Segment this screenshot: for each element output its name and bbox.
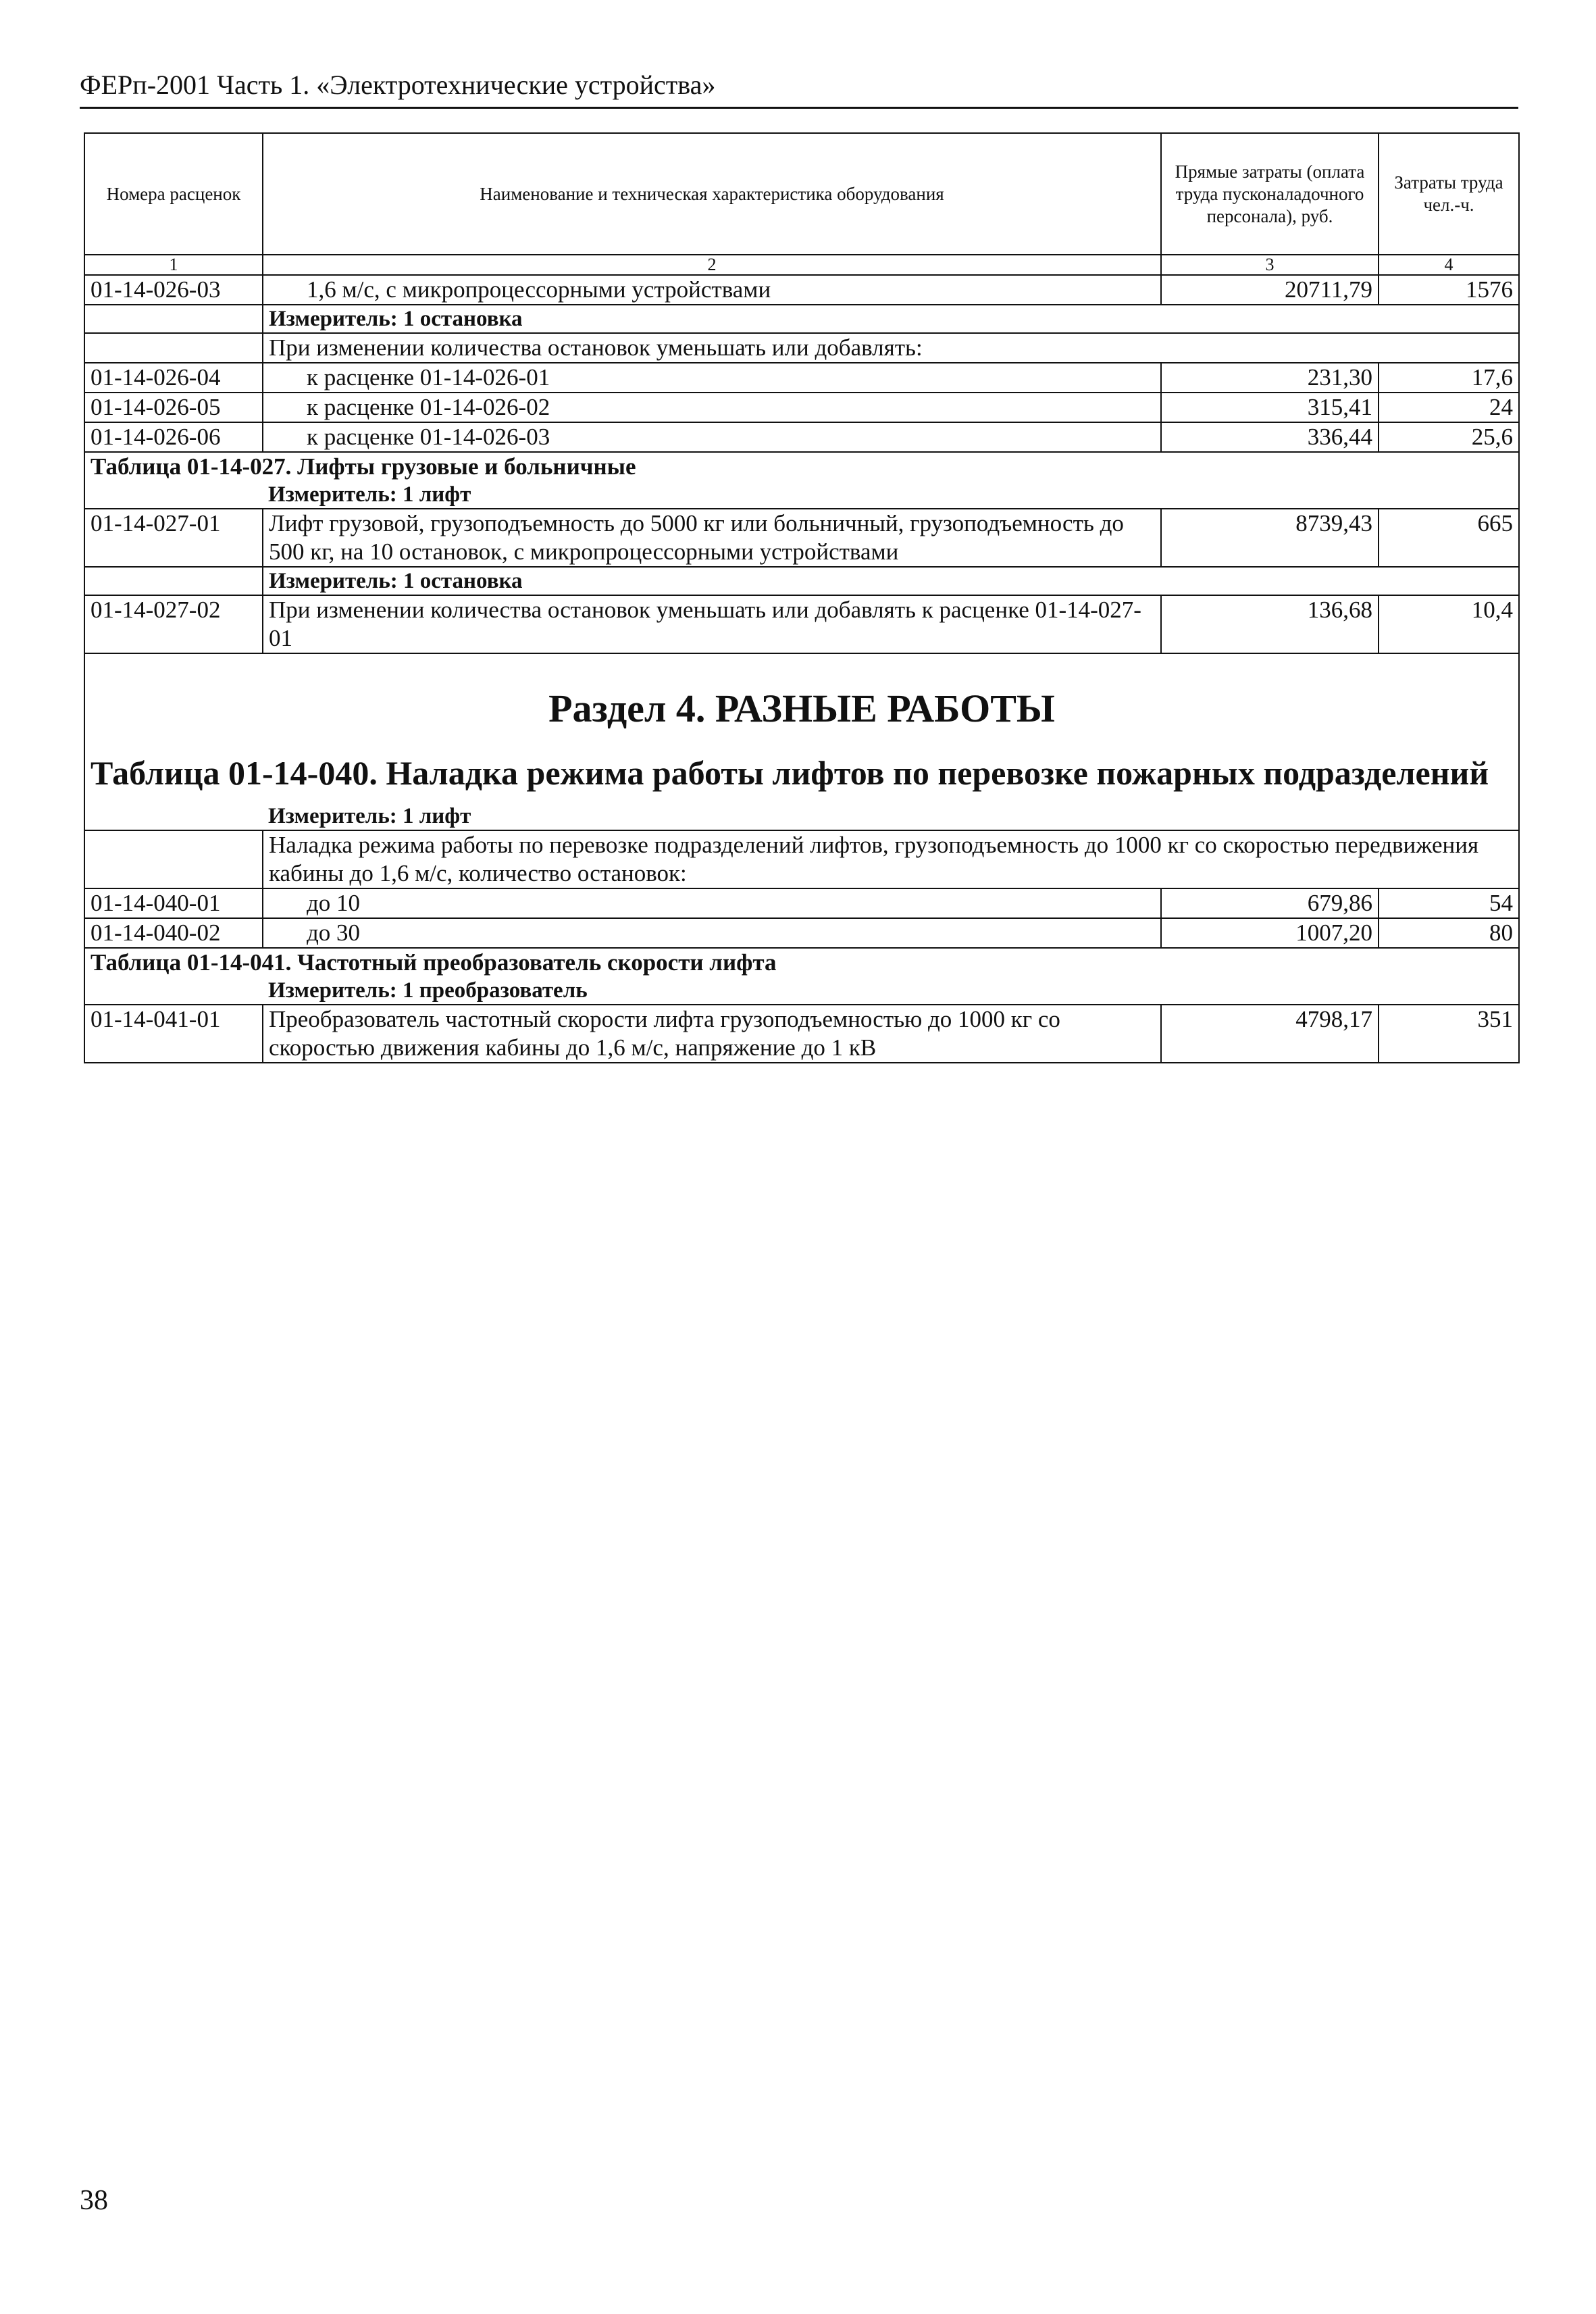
rate-cost: 4798,17 <box>1161 1005 1379 1063</box>
rate-name: к расценке 01-14-026-02 <box>263 393 1161 422</box>
rate-code: 01-14-041-01 <box>84 1005 263 1063</box>
rate-labor: 24 <box>1379 393 1519 422</box>
table-title-row <box>84 452 1519 481</box>
column-number: 2 <box>263 255 1161 275</box>
empty-cell <box>84 803 263 830</box>
rate-code: 01-14-040-02 <box>84 918 263 948</box>
note-row <box>84 333 1519 363</box>
page-number: 38 <box>80 2185 108 2216</box>
table-title: Таблица 01-14-027. Лифты грузовые и больничные <box>84 452 1519 481</box>
rate-labor: 1576 <box>1379 275 1519 305</box>
measure-label: Измеритель: 1 лифт <box>263 481 1519 509</box>
note-row <box>84 830 1519 888</box>
column-header-cost: Прямые затраты (оплата труда пусконаладочного персонала), руб. <box>1161 133 1379 255</box>
rate-code: 01-14-027-01 <box>84 509 263 567</box>
column-number: 4 <box>1379 255 1519 275</box>
column-number-row <box>84 255 1519 275</box>
table-title: Таблица 01-14-041. Частотный преобразователь скорости лифта <box>84 948 1519 977</box>
table-row <box>84 595 1519 653</box>
rate-labor: 80 <box>1379 918 1519 948</box>
measure-row <box>84 567 1519 595</box>
empty-cell <box>84 333 263 363</box>
rate-code: 01-14-040-01 <box>84 888 263 918</box>
rate-name: к расценке 01-14-026-01 <box>263 363 1161 393</box>
rate-cost: 315,41 <box>1161 393 1379 422</box>
rate-labor: 17,6 <box>1379 363 1519 393</box>
table-row <box>84 275 1519 305</box>
empty-cell <box>84 481 263 509</box>
rate-name: к расценке 01-14-026-03 <box>263 422 1161 452</box>
rate-cost: 231,30 <box>1161 363 1379 393</box>
table-row <box>84 363 1519 393</box>
table-header-row <box>84 133 1519 255</box>
table-title: Таблица 01-14-040. Наладка режима работы лифтов по перевозке пожарных подразделений <box>91 754 1489 792</box>
rates-table <box>84 132 1520 1063</box>
measure-label: Измеритель: 1 остановка <box>263 305 1519 333</box>
section-title: Раздел 4. РАЗНЫЕ РАБОТЫ <box>548 686 1055 730</box>
table-row <box>84 888 1519 918</box>
empty-cell <box>84 305 263 333</box>
rate-cost: 679,86 <box>1161 888 1379 918</box>
rate-name: Преобразователь частотный скорости лифта грузоподъемностью до 1000 кг со скоростью движения кабины до 1,6 м/с, напряжение до 1 кВ <box>263 1005 1161 1063</box>
rate-name: до 10 <box>263 888 1161 918</box>
column-number: 1 <box>84 255 263 275</box>
rate-cost: 8739,43 <box>1161 509 1379 567</box>
rate-name: до 30 <box>263 918 1161 948</box>
rate-cost: 336,44 <box>1161 422 1379 452</box>
measure-label: Измеритель: 1 преобразователь <box>263 977 1519 1005</box>
rate-code: 01-14-027-02 <box>84 595 263 653</box>
empty-cell <box>84 567 263 595</box>
rate-cost: 136,68 <box>1161 595 1379 653</box>
table-title-row <box>84 948 1519 977</box>
rate-name: 1,6 м/с, с микропроцессорными устройствами <box>263 275 1161 305</box>
measure-row <box>84 977 1519 1005</box>
rate-labor: 351 <box>1379 1005 1519 1063</box>
column-header-labor: Затраты труда чел.-ч. <box>1379 133 1519 255</box>
section-title-cell <box>84 653 1519 803</box>
measure-row <box>84 481 1519 509</box>
table-row <box>84 422 1519 452</box>
rate-name: Лифт грузовой, грузоподъемность до 5000 кг или больничный, грузоподъемность до 500 кг, на 10 остановок, с микропроцессорными устройствами <box>263 509 1161 567</box>
rate-code: 01-14-026-03 <box>84 275 263 305</box>
empty-cell <box>84 977 263 1005</box>
column-number: 3 <box>1161 255 1379 275</box>
rate-code: 01-14-026-06 <box>84 422 263 452</box>
empty-cell <box>84 830 263 888</box>
table-row <box>84 918 1519 948</box>
table-row <box>84 1005 1519 1063</box>
rate-code: 01-14-026-04 <box>84 363 263 393</box>
measure-label: Измеритель: 1 остановка <box>263 567 1519 595</box>
measure-row <box>84 305 1519 333</box>
section-title-row <box>84 653 1519 803</box>
rate-labor: 10,4 <box>1379 595 1519 653</box>
rate-cost: 1007,20 <box>1161 918 1379 948</box>
column-header-name: Наименование и техническая характеристика оборудования <box>263 133 1161 255</box>
note-text: При изменении количества остановок уменьшать или добавлять: <box>263 333 1519 363</box>
rate-labor: 25,6 <box>1379 422 1519 452</box>
table-row <box>84 393 1519 422</box>
rate-labor: 54 <box>1379 888 1519 918</box>
measure-label: Измеритель: 1 лифт <box>263 803 1519 830</box>
rate-labor: 665 <box>1379 509 1519 567</box>
rate-name: При изменении количества остановок уменьшать или добавлять к расценке 01-14-027-01 <box>263 595 1161 653</box>
note-text: Наладка режима работы по перевозке подразделений лифтов, грузоподъемность до 1000 кг со скоростью передвижения кабины до 1,6 м/с, количество остановок: <box>263 830 1519 888</box>
page-header: ФЕРп-2001 Часть 1. «Электротехнические устройства» <box>80 68 1518 109</box>
rate-cost: 20711,79 <box>1161 275 1379 305</box>
rate-code: 01-14-026-05 <box>84 393 263 422</box>
column-header-code: Номера расценок <box>84 133 263 255</box>
table-row <box>84 509 1519 567</box>
measure-row <box>84 803 1519 830</box>
